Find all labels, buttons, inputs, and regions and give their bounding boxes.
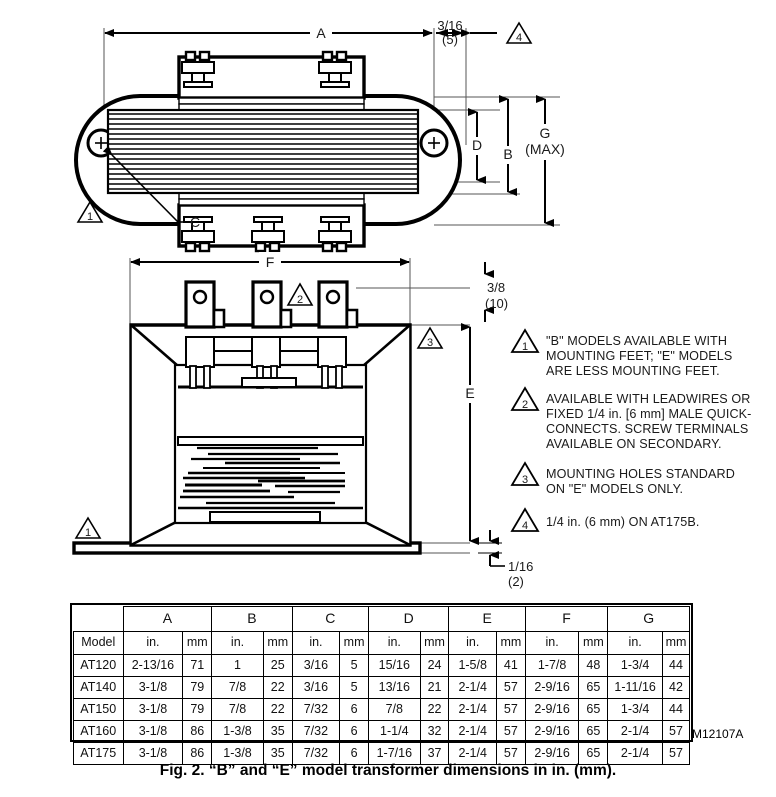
note-ref-4-number: 4 [515,32,523,44]
cell-a-mm: 79 [183,677,212,699]
cell-a-in: 3-1/8 [123,699,183,721]
dimension-g [525,99,565,223]
cell-d-in: 1-7/16 [369,743,421,765]
table-group-g: G [608,607,690,632]
dimensions-table-wrapper [73,606,690,765]
bobbin-assembly [186,337,346,388]
cell-b-in: 1 [212,655,264,677]
cell-f-mm: 48 [579,655,608,677]
table-corner-cell [74,607,124,632]
quick-connect-terminal-right [319,282,357,327]
cell-g-mm: 44 [662,699,689,721]
cell-d-mm: 21 [420,677,449,699]
cell-model: AT150 [74,699,124,721]
mounting-hole-right [421,130,447,156]
dimension-a-label: A [316,25,326,41]
cell-c-mm: 5 [340,677,369,699]
note-1-line-3: ARE LESS MOUNTING FEET. [546,364,720,378]
cell-e-in: 2-1/4 [449,743,496,765]
table-group-d: D [369,607,449,632]
note-ref-3-front-number: 3 [426,337,434,349]
cell-e-in: 1-5/8 [449,655,496,677]
note-ref-4-top [507,23,531,44]
note-2-line-4: AVAILABLE ON SECONDARY. [546,437,722,451]
cell-f-in: 2-9/16 [525,743,579,765]
table-group-c: C [292,607,368,632]
note-1-line-1: "B" MODELS AVAILABLE WITH [546,334,728,348]
cell-g-mm: 57 [662,721,689,743]
cell-c-in: 7/32 [292,699,339,721]
note-2-number: 2 [521,399,529,411]
table-header-b-in: in. [212,632,264,655]
table-header-c-in: in. [292,632,339,655]
table-header-e-mm: mm [496,632,525,655]
cell-b-in: 1-3/8 [212,743,264,765]
table-group-header-row [74,607,690,632]
note-ref-1-front-number: 1 [84,527,92,539]
cell-f-mm: 65 [579,743,608,765]
cell-g-mm: 42 [662,677,689,699]
cell-model: AT160 [74,721,124,743]
table-row [74,655,690,677]
cell-a-in: 3-1/8 [123,721,183,743]
cell-d-in: 1-1/4 [369,721,421,743]
dimension-bottom-clearance [478,530,533,589]
cell-b-mm: 22 [263,677,292,699]
note-item-1 [512,330,732,378]
dimension-g-sub: (MAX) [525,141,565,157]
table-header-f-in: in. [525,632,579,655]
table-header-d-in: in. [369,632,421,655]
cell-f-in: 2-9/16 [525,677,579,699]
table-header-b-mm: mm [263,632,292,655]
cell-b-in: 7/8 [212,699,264,721]
dimension-g-label: G [539,125,551,141]
cell-b-mm: 35 [263,721,292,743]
cell-g-in: 2-1/4 [608,721,663,743]
cell-b-in: 7/8 [212,677,264,699]
table-header-f-mm: mm [579,632,608,655]
table-group-b: B [212,607,292,632]
table-body [74,655,690,765]
cell-c-mm: 5 [340,655,369,677]
note-3-number: 3 [521,474,529,486]
table-row [74,677,690,699]
cell-c-in: 3/16 [292,655,339,677]
note-ref-2-front-number: 2 [296,294,304,306]
note-4-line-1: 1/4 in. (6 mm) ON AT175B. [546,515,700,529]
cell-c-mm: 6 [340,699,369,721]
dimension-f [131,252,409,270]
note-1-number: 1 [521,341,529,353]
dimensions-table [73,606,690,765]
note-ref-3-front [418,328,442,349]
cell-g-in: 2-1/4 [608,743,663,765]
cell-e-in: 2-1/4 [449,677,496,699]
note-item-4 [512,509,699,532]
cell-f-mm: 65 [579,721,608,743]
table-header-d-mm: mm [420,632,449,655]
gap-dimension-inches: 3/16 [437,18,463,33]
dimension-d [468,112,486,180]
cell-f-in: 2-9/16 [525,721,579,743]
note-item-2 [512,388,751,451]
cell-g-in: 1-11/16 [608,677,663,699]
table-header-e-in: in. [449,632,496,655]
note-3-line-1: MOUNTING HOLES STANDARD [546,467,735,481]
cell-model: AT175 [74,743,124,765]
core-base-bar [210,512,320,522]
cell-e-in: 2-1/4 [449,721,496,743]
table-row [74,721,690,743]
cell-c-in: 3/16 [292,677,339,699]
top-clearance-inches: 3/8 [487,280,506,295]
cell-a-in: 2-13/16 [123,655,183,677]
cell-f-mm: 65 [579,699,608,721]
cell-a-mm: 86 [183,743,212,765]
cell-c-mm: 6 [340,743,369,765]
cell-d-mm: 32 [420,721,449,743]
note-2-line-1: AVAILABLE WITH LEADWIRES OR [546,392,751,406]
note-4-number: 4 [521,520,529,532]
dimension-top-clearance [485,262,508,322]
bottom-clearance-mm: (2) [508,574,524,589]
drawing-reference-code: M12107A [692,727,744,741]
laminated-core [108,110,418,193]
cell-b-mm: 35 [263,743,292,765]
table-unit-header-row [74,632,690,655]
dimension-a [105,23,432,41]
core-mid-band [178,437,363,445]
cell-e-mm: 57 [496,677,525,699]
note-1-line-2: MOUNTING FEET; "E" MODELS [546,349,733,363]
top-clearance-mm: (10) [485,296,509,311]
notes-list [512,330,751,532]
note-2-line-2: FIXED 1/4 in. [6 mm] MALE QUICK- [546,407,752,421]
cell-e-mm: 57 [496,743,525,765]
dimension-e-label: E [465,385,475,401]
table-group-e: E [449,607,525,632]
cell-f-in: 1-7/8 [525,655,579,677]
table-header-model: Model [74,632,124,655]
cell-c-mm: 6 [340,721,369,743]
callout-c-label: C [190,214,201,230]
cell-g-in: 1-3/4 [608,655,663,677]
cell-e-mm: 57 [496,721,525,743]
cell-b-mm: 22 [263,699,292,721]
dimension-b [499,99,517,192]
plan-view [76,18,565,251]
cell-f-mm: 65 [579,677,608,699]
note-ref-1-plan-number: 1 [86,211,94,223]
table-group-a: A [123,607,212,632]
cell-c-in: 7/32 [292,743,339,765]
cell-a-mm: 86 [183,721,212,743]
cell-d-mm: 37 [420,743,449,765]
cell-d-in: 15/16 [369,655,421,677]
cell-e-mm: 41 [496,655,525,677]
cell-model: AT120 [74,655,124,677]
table-header-c-mm: mm [340,632,369,655]
figure-caption: Fig. 2. “B” and “E” model transformer dimensions in in. (mm). [159,762,617,779]
front-view [74,252,533,589]
cell-g-mm: 44 [662,655,689,677]
gap-dimension-mm: (5) [442,32,458,47]
cell-model: AT140 [74,677,124,699]
cell-e-in: 2-1/4 [449,699,496,721]
note-2-line-3: CONNECTS. SCREW TERMINALS [546,422,749,436]
cell-a-mm: 79 [183,699,212,721]
table-header-g-mm: mm [662,632,689,655]
note-3-line-2: ON "E" MODELS ONLY. [546,482,684,496]
table-header-a-mm: mm [183,632,212,655]
cell-e-mm: 57 [496,699,525,721]
quick-connect-terminal-center [253,282,291,327]
note-item-3 [512,463,735,496]
table-header-a-in: in. [123,632,183,655]
cell-a-in: 3-1/8 [123,677,183,699]
cell-d-mm: 24 [420,655,449,677]
table-group-f: F [525,607,608,632]
cell-b-in: 1-3/8 [212,721,264,743]
note-ref-1-front [76,518,100,539]
cell-d-in: 7/8 [369,699,421,721]
bottom-clearance-inches: 1/16 [508,559,534,574]
table-row [74,699,690,721]
cell-a-mm: 71 [183,655,212,677]
table-header-g-in: in. [608,632,663,655]
note-ref-2-front [288,284,312,306]
cell-f-in: 2-9/16 [525,699,579,721]
cell-d-mm: 22 [420,699,449,721]
dimension-e [461,327,479,541]
cell-g-mm: 57 [662,743,689,765]
dimension-gap [436,18,464,47]
cell-g-in: 1-3/4 [608,699,663,721]
dimension-d-label: D [471,137,483,153]
cell-b-mm: 25 [263,655,292,677]
cell-a-in: 3-1/8 [123,743,183,765]
cell-d-in: 13/16 [369,677,421,699]
quick-connect-terminal-left [186,282,224,327]
dimension-f-label: F [265,254,275,270]
dimension-b-label: B [503,146,513,162]
cell-c-in: 7/32 [292,721,339,743]
